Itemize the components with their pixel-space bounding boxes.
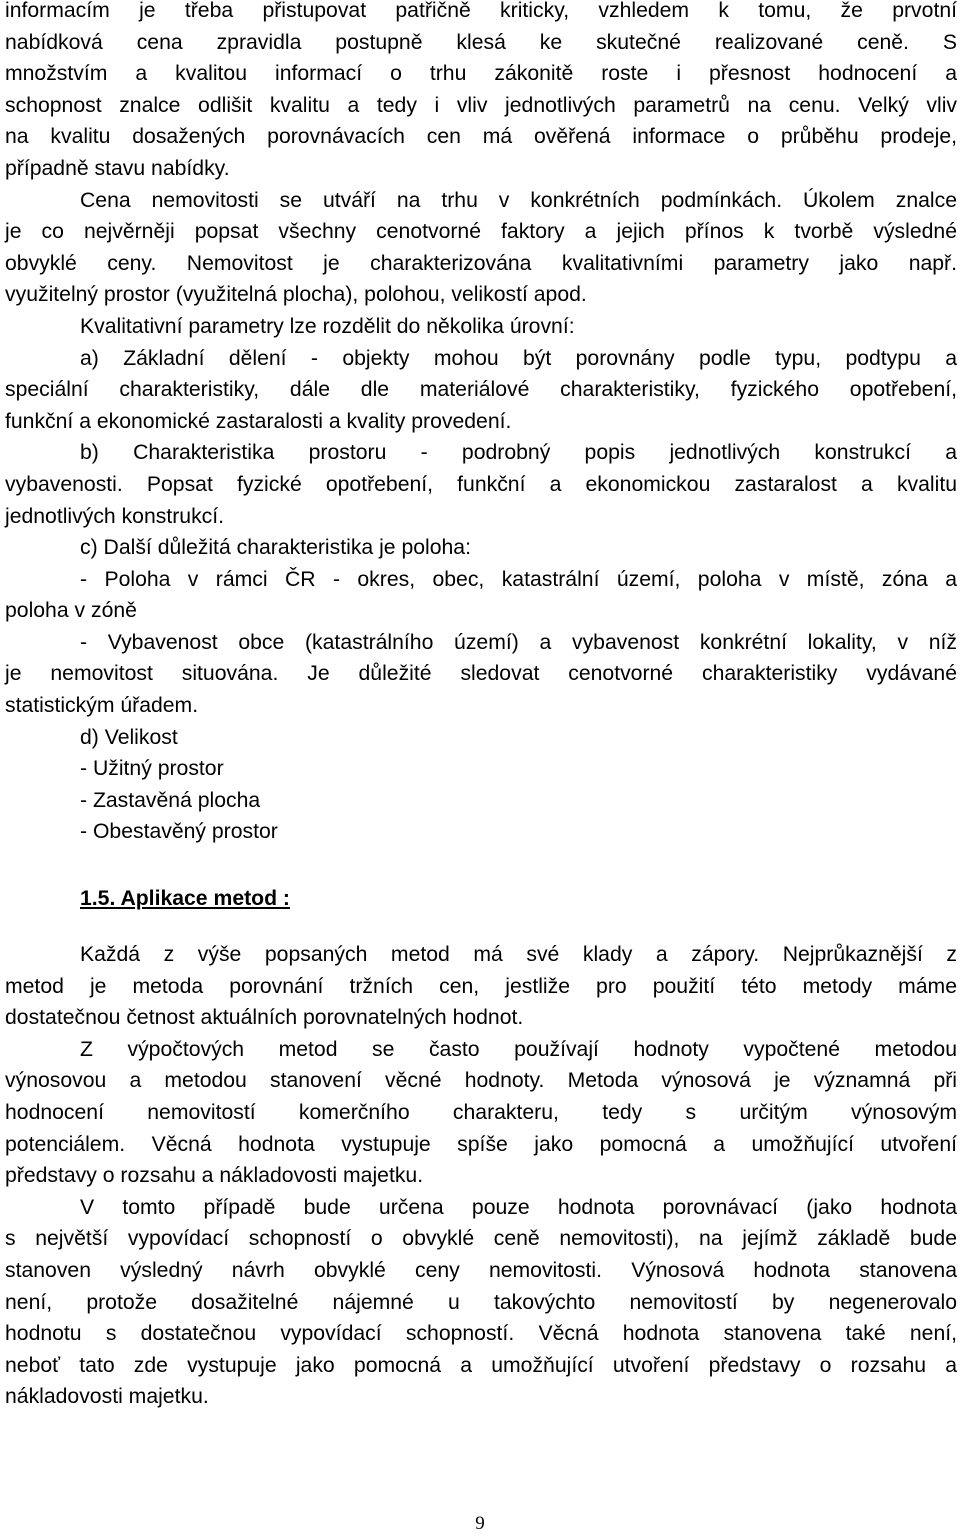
- text-line: využitelný prostor (využitelná plocha), polohou, velikostí apod.: [5, 283, 587, 307]
- text-line: d) Velikost: [80, 725, 178, 749]
- text-line: hodnocení nemovitostí komerčního charakteru, tedy s určitým výnosovým: [5, 1100, 957, 1124]
- text-line: Kvalitativní parametry lze rozdělit do několika úrovní:: [80, 314, 575, 338]
- text-line: představy o rozsahu a nákladovosti majetku.: [5, 1164, 424, 1188]
- text-line: množstvím a kvalitou informací o trhu zákonitě roste i přesnost hodnocení a: [5, 62, 957, 86]
- text-line: V tomto případě bude určena pouze hodnota porovnávací (jako hodnota: [80, 1195, 957, 1219]
- text-line: - Poloha v rámci ČR - okres, obec, katastrální území, poloha v místě, zóna a: [80, 567, 957, 591]
- text-line: - Vybavenost obce (katastrálního území) a vybavenost konkrétní lokality, v níž: [80, 630, 957, 654]
- text-line: - Zastavěná plocha: [80, 788, 261, 812]
- text-line: je nemovitost situována. Je důležité sledovat cenotvorné charakteristiky vydávané: [5, 662, 957, 686]
- text-line: není, protože dosažitelné nájemné u takovýchto nemovitostí by negenerovalo: [5, 1290, 957, 1314]
- text-line: informacím je třeba přistupovat patřičně kriticky, vzhledem k tomu, že prvotní: [5, 0, 957, 22]
- text-line: funkční a ekonomické zastaralosti a kvality provedení.: [5, 409, 512, 433]
- text-line: obvyklé ceny. Nemovitost je charakterizována kvalitativními parametry jako např.: [5, 251, 957, 275]
- text-line: vybavenosti. Popsat fyzické opotřebení, funkční a ekonomickou zastaralost a kvalitu: [5, 472, 957, 496]
- text-line: a) Základní dělení - objekty mohou být porovnány podle typu, podtypu a: [80, 346, 957, 370]
- text-line: speciální charakteristiky, dále dle materiálové charakteristiky, fyzického opotřebení,: [5, 378, 957, 402]
- text-line: - Obestavěný prostor: [80, 820, 278, 844]
- text-line: - Užitný prostor: [80, 757, 224, 781]
- text-line: je co nejvěrněji popsat všechny cenotvorné faktory a jejich přínos k tvorbě výsledné: [5, 220, 957, 244]
- text-line: dostatečnou četnost aktuálních porovnatelných hodnot.: [5, 1006, 524, 1030]
- text-line: jednotlivých konstrukcí.: [5, 504, 225, 528]
- text-line: metod je metoda porovnání tržních cen, jestliže pro použití této metody máme: [5, 974, 957, 998]
- text-line: neboť tato zde vystupuje jako pomocná a umožňující utvoření představy o rozsahu a: [5, 1353, 957, 1377]
- text-line: b) Charakteristika prostoru - podrobný popis jednotlivých konstrukcí a: [80, 441, 957, 465]
- text-line: schopnost znalce odlišit kvalitu a tedy i vliv jednotlivých parametrů na cenu. Velký vliv: [5, 93, 957, 117]
- text-line: statistickým úřadem.: [5, 694, 199, 718]
- text-line: c) Další důležitá charakteristika je poloha:: [80, 536, 471, 560]
- text-line: hodnotu s dostatečnou vypovídací schopností. Věcná hodnota stanovena také není,: [5, 1322, 957, 1346]
- text-line: poloha v zóně: [5, 599, 137, 623]
- text-line: Z výpočtových metod se často používají hodnoty vypočtené metodou: [80, 1037, 957, 1061]
- text-line: potenciálem. Věcná hodnota vystupuje spíše jako pomocná a umožňující utvoření: [5, 1132, 957, 1156]
- text-block-lower: [5, 939, 957, 1413]
- text-block-upper: [5, 0, 957, 848]
- text-line: na kvalitu dosažených porovnávacích cen má ověřená informace o průběhu prodeje,: [5, 125, 957, 149]
- text-line: Cena nemovitosti se utváří na trhu v konkrétních podmínkách. Úkolem znalce: [80, 188, 957, 212]
- text-line: stanoven výsledný návrh obvyklé ceny nemovitosti. Výnosová hodnota stanovena: [5, 1258, 957, 1282]
- text-line: Každá z výše popsaných metod má své klady a zápory. Nejprůkaznější z: [80, 943, 957, 966]
- text-line: nákladovosti majetku.: [5, 1385, 209, 1409]
- text-line: případně stavu nabídky.: [5, 156, 230, 180]
- section-heading: 1.5. Aplikace metod :: [80, 887, 290, 910]
- page-number: 9: [475, 1513, 485, 1534]
- text-line: výnosovou a metodou stanovení věcné hodnoty. Metoda výnosová je významná při: [5, 1069, 957, 1093]
- text-line: nabídková cena zpravidla postupně klesá ke skutečné realizované ceně. S: [5, 30, 957, 54]
- text-line: s největší vypovídací schopností o obvyklé ceně nemovitosti), na jejímž základě bude: [5, 1227, 957, 1251]
